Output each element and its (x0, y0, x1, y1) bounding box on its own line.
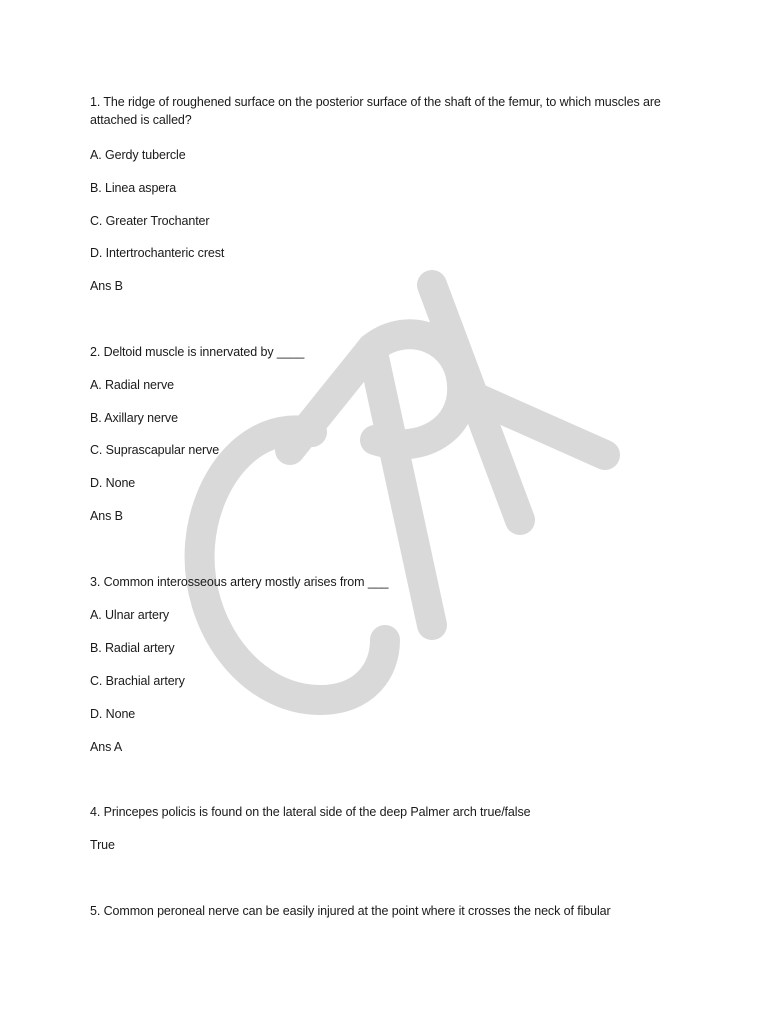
question-3-option-d: D. None (90, 707, 136, 721)
question-1-answer: Ans B (90, 279, 123, 293)
question-3-text: 3. Common interosseous artery mostly arises from ___ (90, 575, 389, 589)
watermark-letter-c (200, 430, 385, 700)
question-1-option-a: A. Gerdy tubercle (90, 148, 186, 162)
question-2-text: 2. Deltoid muscle is innervated by ____ (90, 345, 305, 359)
question-4-text: 4. Princepes policis is found on the lateral side of the deep Palmer arch true/false (90, 805, 531, 819)
question-3-option-a: A. Ulnar artery (90, 608, 170, 622)
question-1-text: 1. The ridge of roughened surface on the posterior surface of the shaft of the femur, to which muscles are attached is called? (90, 95, 661, 127)
watermark-letter-p (290, 334, 462, 450)
question-5-text: 5. Common peroneal nerve can be easily injured at the point where it crosses the neck of fibular (90, 904, 611, 918)
question-2-answer: Ans B (90, 509, 123, 523)
question-3-option-b: B. Radial artery (90, 641, 175, 655)
watermark-letter-k-arm (470, 395, 605, 455)
question-2-option-b: B. Axillary nerve (90, 411, 178, 425)
question-3-answer: Ans A (90, 740, 123, 754)
watermark-letter-k-stem (432, 285, 520, 520)
question-2-option-d: D. None (90, 476, 136, 490)
question-1-option-d: D. Intertrochanteric crest (90, 246, 225, 260)
question-4-answer: True (90, 838, 115, 852)
question-2-option-a: A. Radial nerve (90, 378, 174, 392)
question-1-option-c: C. Greater Trochanter (90, 214, 210, 228)
question-2-option-c: C. Suprascapular nerve (90, 443, 220, 457)
question-1-option-b: B. Linea aspera (90, 181, 177, 195)
question-3-option-c: C. Brachial artery (90, 674, 185, 688)
